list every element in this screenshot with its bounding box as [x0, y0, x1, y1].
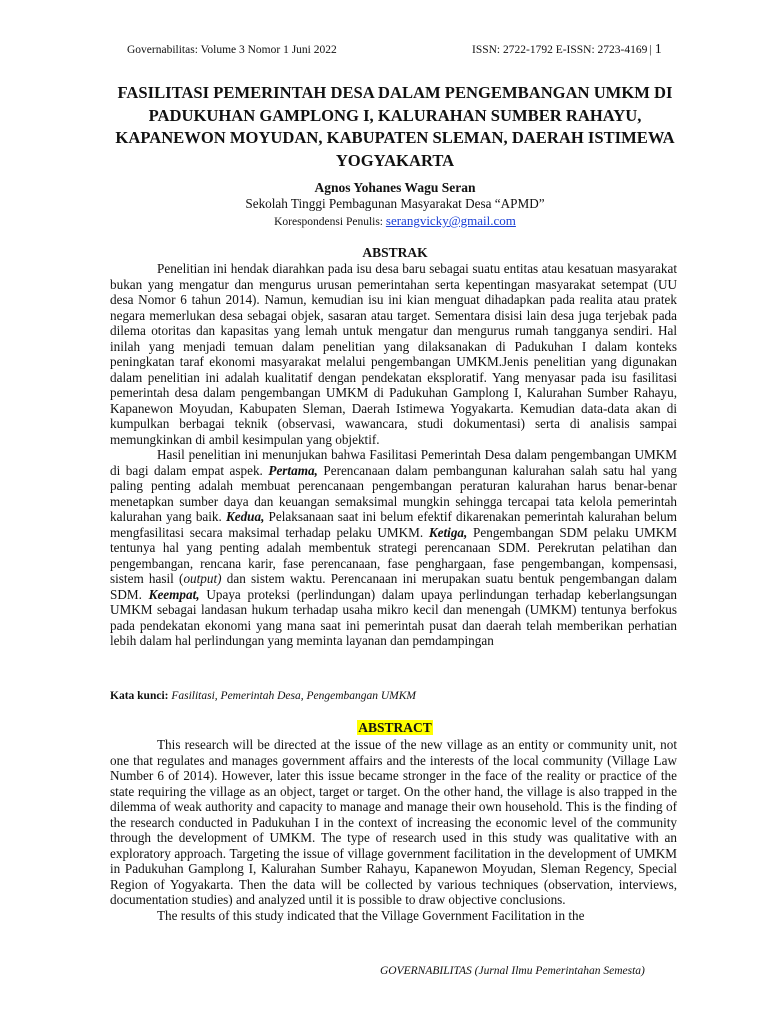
keyword-kedua: Kedua,: [225, 509, 265, 524]
keywords-label: Kata kunci:: [110, 690, 169, 702]
keyword-keempat: Keempat,: [148, 586, 200, 602]
header-separator: |: [649, 44, 652, 56]
keywords-value: Fasilitasi, Pemerintah Desa, Pengembangan UMKM: [171, 690, 417, 702]
abstract-paragraph-2: The results of this study indicated that the Village Government Facilitation in the: [157, 907, 585, 923]
keyword-ketiga: Ketiga,: [428, 524, 468, 540]
abstrak-p2-a: Perencanaan dalam pembangunan kalurahan salah satu hal yang paling penting adalah membuat perencanaan pengembangan peraturan kalurahan harus benar-benar menetapkan sumber daya dan keuangan semaksimal mungkin sehingga tercapai tata kelola pemerintah kalurahan yang baik.: [110, 462, 677, 524]
abstrak-p2-start: Hasil penelitian ini menunjukan bahwa Fasilitasi Pemerintah Desa dalam pengembangan UMKM di bagi dalam empat aspek.: [110, 447, 677, 478]
correspondence: [110, 213, 680, 229]
abstrak-p2-b: Pelaksanaan saat ini belum efektif dikarenakan pemerintah kalurahan belum mengfasilitasi secara maksimal terhadap pelaku UMKM.: [110, 509, 678, 540]
abstrak-body: [110, 261, 677, 649]
running-header-journal: Governabilitas: Volume 3 Nomor 1 Juni 2022: [127, 44, 337, 56]
keyword-pertama: Pertama,: [268, 462, 318, 478]
correspondence-label: Korespondensi Penulis:: [274, 216, 384, 228]
abstrak-p2-c: Pengembangan SDM pelaku UMKM tentunya hal yang penting adalah membentuk strategi perencanaan SDM. Perekrutan pelatihan dan pengembangan, rencana karir, fase perencanaan, fase penghargaan, fase pengembangan, kompensasi, sistem hasil (: [110, 524, 677, 586]
author-email-link[interactable]: serangvicky@gmail.com: [385, 213, 516, 228]
page-number: 1: [654, 42, 662, 57]
abstract-heading: [110, 720, 680, 736]
abstrak-heading: ABSTRAK: [362, 245, 428, 260]
abstrak-paragraph-1: Penelitian ini hendak diarahkan pada isu desa baru sebagai suatu entitas atau kesatuan masyarakat bukan yang mengatur dan mengurus urusan pemerintahan serta kepentingan masyarakat setempat (UU desa Nomor 6 tahun 2014). Namun, kemudian isu ini kian menguat dihadapkan pada realita atau pratek negara memerlukan desa sebagai objek, sasaran atau target. Sementara disisi lain desa juga terjebak pada dilema otoritas dan kapasitas yang lemah untuk mengatur dan mengurus rumah tangganya sendiri. Hal inilah yang menjadi temuan dalam penelitian yang dilaksanakan di Padukuhan I dalam konteks peningkatan taraf ekonomi masyarakat melalui pengembangan UMKM.Jenis penelitian yang digunakan dalam penelitian ini adalah kualitatif dengan pendekatan eksploratif. Yang menyasar pada isu fasilitasi pemerintah desa dalam pengembangan UMKM di Padukuhan Gamplong I, Kalurahan Sumber Rahayu, Kapanewon Moyudan, Kabupaten Sleman, Daerah Istimewa Yogyakarta. Kemudian data-data akan di kumpulkan berbagai teknik (observasi, wawancara, studi dokumentasi) serta di analisis sampai memungkinkan di ambil kesimpulan yang objektif.: [110, 261, 677, 447]
abstrak-paragraph-2: [110, 447, 677, 649]
paper-title: FASILITASI PEMERINTAH DESA DALAM PENGEMBANGAN UMKM DI PADUKUHAN GAMPLONG I, KALURAHAN SUMBER RAHAYU, KAPANEWON MOYUDAN, KABUPATEN SLEMAN, DAERAH ISTIMEWA YOGYAKARTA: [115, 83, 675, 170]
keywords-line: [110, 690, 416, 702]
abstract-heading-highlight: ABSTRACT: [358, 720, 432, 735]
abstract-paragraph-1: This research will be directed at the issue of the new village as an entity or community unit, not one that regulates and manages government affairs and the interests of the local community (Village Law Number 6 of 2014). However, later this issue became stronger in the face of the reality or practice of the state requiring the village as an object, target or target. On the other hand, the village is also trapped in the dilemma of weak authority and capacity to manage and manage their own household. This is the finding of the research conducted in Padukuhan I in the context of increasing the economic level of the community through the development of UMKM. The type of research used in this study was qualitative with an exploratory approach. Targeting the issue of village government facilitation in the development of UMKM in Padukuhan Gamplong I, Kalurahan Sumber Rahayu, Kapanewon Moyudan, Sleman Regency, Special Region of Yogyakarta. Then the data will be collected by various techniques (observation, interviews, documentation studies) and analyzed until it is possible to draw objective conclusions.: [110, 737, 677, 907]
author-name: Agnos Yohanes Wagu Seran: [314, 180, 476, 195]
abstrak-p2-e: Upaya proteksi (perlindungan) dalam upaya perlindungan terhadap keberlangsungan UMKM sebagai landasan hukum terhadap usaha mikro kecil dan menengah (UMKM) tentunya berfokus pada pendekatan ekonomi yang mana saat ini pemerintah pusat dan daerah telah memberikan perhatian lebih dalam hal perlindungan yang meminta layanan dan pemdampingan: [110, 586, 677, 648]
abstrak-p2-d: dan sistem waktu. Perencanaan ini merupakan suatu bentuk pengembangan dalam SDM.: [110, 571, 677, 602]
issn-text: ISSN: 2722-1792 E-ISSN: 2723-4169: [472, 44, 648, 56]
output-term: output): [183, 571, 222, 586]
abstract-body: [110, 737, 677, 923]
running-header-issn: [472, 42, 662, 58]
running-footer-journal: GOVERNABILITAS (Jurnal Ilmu Pemerintahan Semesta): [380, 965, 645, 977]
author-affiliation: Sekolah Tinggi Pembagunan Masyarakat Desa “APMD”: [245, 196, 545, 211]
